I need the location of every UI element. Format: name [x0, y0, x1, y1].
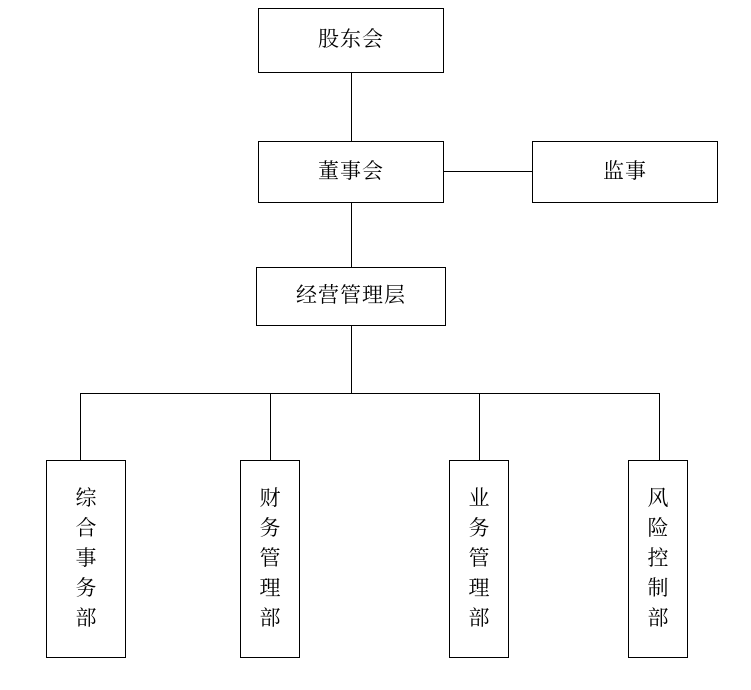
node-supervisor — [532, 141, 718, 203]
connector-department-bus — [80, 393, 660, 394]
node-shareholders — [258, 8, 444, 73]
connector-bus-to-risk-control — [659, 393, 660, 460]
node-business-department — [449, 460, 509, 658]
node-business-department-label: 业务管理部 — [468, 487, 491, 630]
connector-bus-to-finance — [270, 393, 271, 460]
connector-shareholders-to-board — [351, 73, 352, 141]
connector-bus-to-general-affairs — [80, 393, 81, 460]
connector-board-to-management — [351, 203, 352, 267]
node-general-affairs-department — [46, 460, 126, 658]
node-management-label: 经营管理层 — [296, 284, 406, 308]
node-board — [258, 141, 444, 203]
node-risk-control-department-label: 风险控制部 — [647, 487, 670, 630]
node-shareholders-label: 股东会 — [318, 28, 384, 52]
connector-management-to-bus — [351, 326, 352, 393]
node-risk-control-department — [628, 460, 688, 658]
node-general-affairs-department-label: 综合事务部 — [75, 487, 98, 630]
node-management — [256, 267, 446, 326]
node-finance-department — [240, 460, 300, 658]
connector-bus-to-business — [479, 393, 480, 460]
connector-board-to-supervisor — [444, 171, 532, 172]
node-finance-department-label: 财务管理部 — [259, 487, 282, 630]
node-board-label: 董事会 — [318, 159, 384, 183]
node-supervisor-label: 监事 — [603, 159, 647, 183]
